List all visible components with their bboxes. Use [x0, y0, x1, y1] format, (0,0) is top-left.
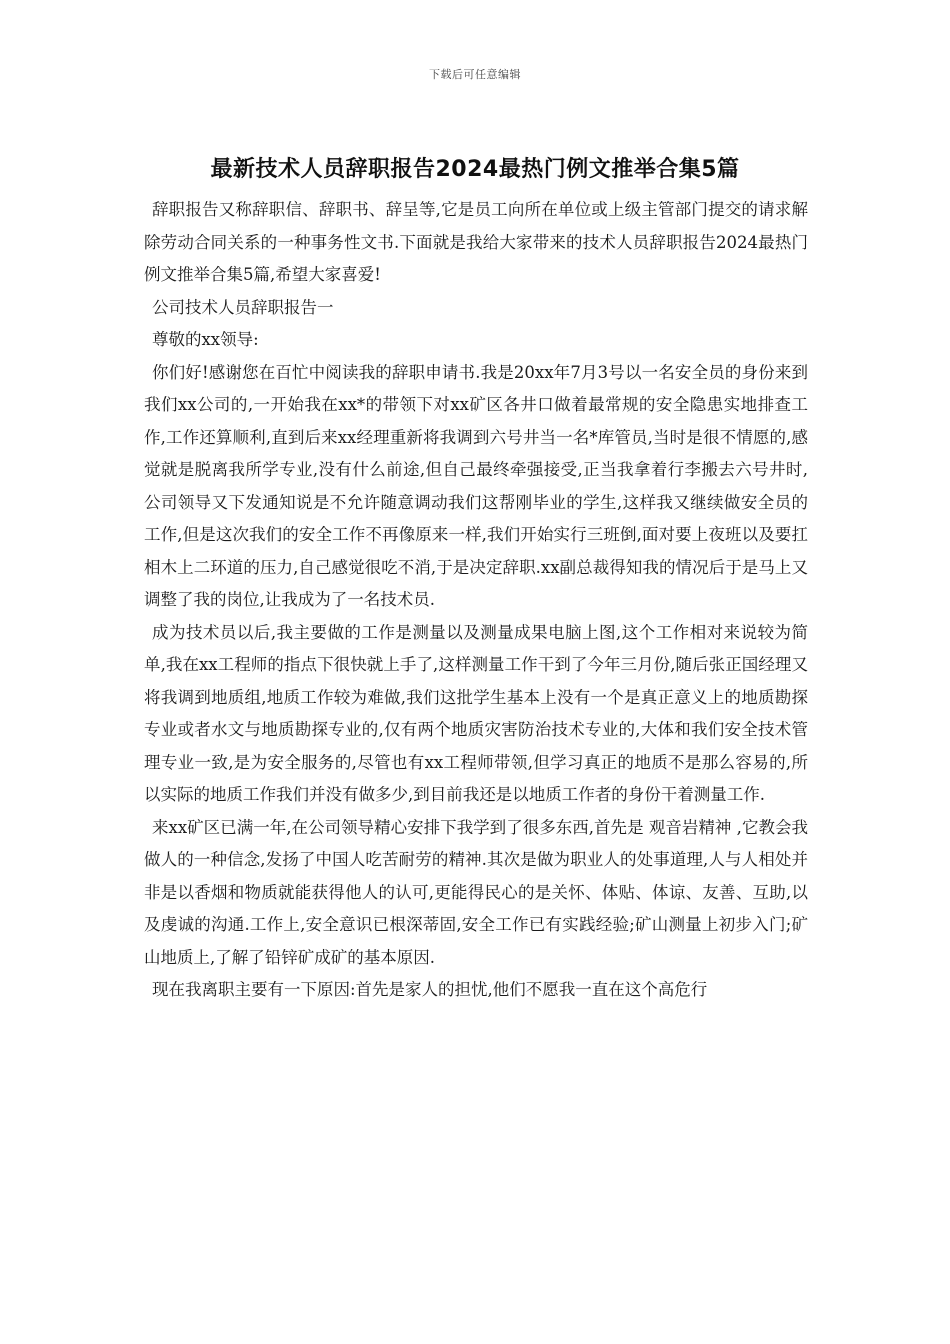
paragraph-body-2: 成为技术员以后,我主要做的工作是测量以及测量成果电脑上图,这个工作相对来说较为简单,我在xx工程师的指点下很快就上手了,这样测量工作干到了今年三月份,随后张正国经理又将我调到地质组,地质工作较为难做,我们这批学生基本上没有一个是真正意义上的地质勘探专业或者水文与地质勘探专业的,仅有两个地质灾害防治技术专业的,大体和我们安全技术管理专业一致,是为安全服务的,尽管也有xx工程师带领,但学习真正的地质不是那么容易的,所以实际的地质工作我们并没有做多少,到目前我还是以地质工作者的身份干着测量工作. [144, 622, 808, 804]
paragraph-salutation: 尊敬的xx领导: [152, 330, 259, 349]
paragraph-body-3: 来xx矿区已满一年,在公司领导精心安排下我学到了很多东西,首先是 观音岩精神 ,它教会我做人的一种信念,发扬了中国人吃苦耐劳的精神.其次是做为职业人的处事道理,人与人相处并非是以香烟和物质就能获得他人的认可,更能得民心的是关怀、体贴、体谅、友善、互助,以及虔诚的沟通.工作上,安全意识已根深蒂固,安全工作已有实践经验;矿山测量上初步入门;矿山地质上,了解了铅锌矿成矿的基本原因. [144, 817, 808, 967]
paragraph-body-4: 现在我离职主要有一下原因:首先是家人的担忧,他们不愿我一直在这个高危行 [152, 980, 708, 999]
document-body [144, 194, 808, 1007]
paragraph-section-heading: 公司技术人员辞职报告一 [152, 297, 334, 317]
paragraph-intro: 辞职报告又称辞职信、辞职书、辞呈等,它是员工向所在单位或上级主管部门提交的请求解除劳动合同关系的一种事务性文书.下面就是我给大家带来的技术人员辞职报告2024最热门例文推举合集5篇,希望大家喜爱! [144, 200, 808, 284]
paragraph-body-1: 你们好!感谢您在百忙中阅读我的辞职申请书.我是20xx年7月3号以一名安全员的身份来到我们xx公司的,一开始我在xx*的带领下对xx矿区各井口做着最常规的安全隐患实地排查工作,工作还算顺利,直到后来xx经理重新将我调到六号井当一名*库管员,当时是很不情愿的,感觉就是脱离我所学专业,没有什么前途,但自己最终牵强接受,正当我拿着行李搬去六号井时,公司领导又下发通知说是不允许随意调动我们这帮刚毕业的学生,这样我又继续做安全员的工作,但是这次我们的安全工作不再像原来一样,我们开始实行三班倒,面对要上夜班以及要扛相木上二环道的压力,自己感觉很吃不消,于是决定辞职.xx副总裁得知我的情况后于是马上又调整了我的岗位,让我成为了一名技术员. [144, 362, 808, 609]
document-title: 最新技术人员辞职报告2024最热门例文推举合集5篇 [210, 157, 740, 182]
header-note: 下载后可任意编辑 [429, 68, 521, 81]
